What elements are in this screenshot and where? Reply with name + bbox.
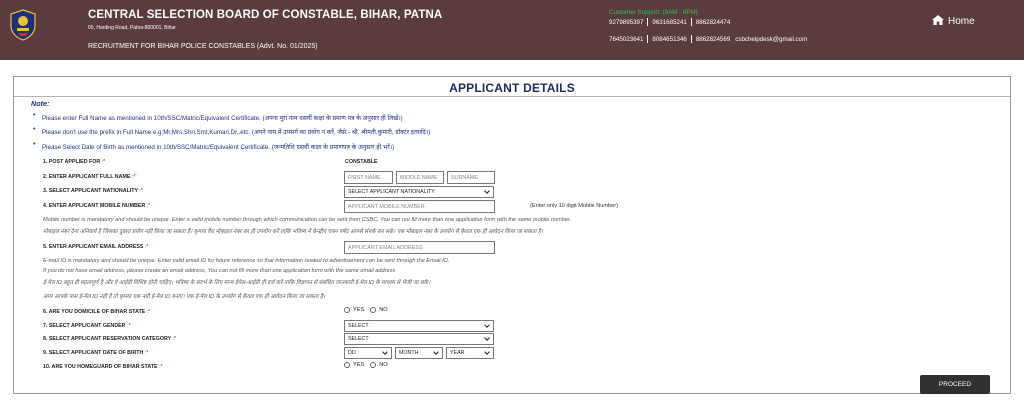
support-phone: 8862824569 xyxy=(695,35,731,43)
recruitment-title: RECRUITMENT FOR BIHAR POLICE CONSTABLES (Advt. No. 01/2025) xyxy=(88,43,318,50)
chevron-down-icon xyxy=(433,349,439,355)
email-info-text-hindi: ई-मेल ID बहुत ही महत्वपूर्ण है और ये आईडी विशिष्ट होनी चाहिए। भविष्य के संदर्भ के लिए मान्य ईमेल-आईडी ही दर्ज करें ताकि विज्ञापन से संबंधित जानकारी ई-मेल ID के माध्यम से भेजी जा सके। xyxy=(43,280,431,286)
support-phone: 9279895397 xyxy=(609,18,644,26)
email-input[interactable] xyxy=(344,241,495,254)
dob-day-select[interactable] xyxy=(344,347,392,359)
email-info-text: If you do not have email address, please create an email address, You can not fill more than one application form with the same email address xyxy=(43,268,396,274)
customer-support-label: Customer Support: (8AM - 8PM) xyxy=(609,9,698,16)
email-info-text-hindi: अगर आपके पास ई-मेल ID नहीं है तो कृपया एक नयी ई-मेल ID बनाएं। एक ई-मेल ID के उपयोग से केवल एक ही आवेदन किया जा सकता है। xyxy=(43,294,326,300)
nationality-select[interactable] xyxy=(344,186,494,198)
nationality-label: 3. SELECT APPLICANT NATIONALITY :* xyxy=(43,188,143,194)
homeguard-no-radio[interactable] xyxy=(370,362,376,368)
reservation-category-label: 8. SELECT APPLICANT RESERVATION CATEGORY :* xyxy=(43,336,177,342)
domicile-no-radio[interactable] xyxy=(370,307,376,313)
dob-year-value: YEAR xyxy=(450,350,465,356)
site-header xyxy=(0,0,1024,60)
reservation-category-select[interactable] xyxy=(344,333,494,345)
support-phone: 7645023641 xyxy=(609,35,644,43)
support-phone: 8084651346 xyxy=(652,35,687,43)
support-phones-row-2 xyxy=(609,35,807,43)
chevron-down-icon xyxy=(484,335,490,341)
home-icon xyxy=(932,15,944,28)
organization-address: 05, Harding Road, Patna-800001, Bihar xyxy=(88,25,176,31)
email-label: 5. ENTER APPLICANT EMAIL ADDRESS :* xyxy=(43,244,149,250)
support-phones-row-1 xyxy=(609,18,730,26)
chevron-down-icon xyxy=(484,349,490,355)
home-link-label: Home xyxy=(948,16,975,27)
mobile-info-text: Mobile number is mandatory and should be unique. Enter a valid mobile number through which communication can be sent from CSBC. You can not fill more than one application form with the same mobile number. xyxy=(43,217,572,223)
homeguard-yes-label: YES xyxy=(353,362,365,368)
gender-select-value: SELECT xyxy=(348,323,369,329)
full-name-label: 2. ENTER APPLICANT FULL NAME :* xyxy=(43,174,136,180)
nationality-select-value: SELECT APPLICANT NATIONALITY xyxy=(348,189,435,195)
post-applied-label: 1. POST APPLIED FOR :* xyxy=(43,159,106,165)
dob-day-value: DD xyxy=(348,350,356,356)
homeguard-yes-radio[interactable] xyxy=(344,362,350,368)
email-info-text: E-mail ID is mandatory and should be unique. Enter valid email ID for future reference so that information related to advertisement can be sent through the Email-ID. xyxy=(43,258,450,264)
domicile-no-label: NO xyxy=(379,307,388,313)
panel-title-bar xyxy=(14,77,1010,97)
chevron-down-icon xyxy=(382,349,388,355)
police-emblem-icon xyxy=(9,9,37,41)
organization-title: CENTRAL SELECTION BOARD OF CONSTABLE, BIHAR, PATNA xyxy=(88,9,443,21)
homeguard-no-label: NO xyxy=(379,362,388,368)
chevron-down-icon xyxy=(484,322,490,328)
post-applied-value: CONSTABLE xyxy=(345,159,378,165)
homeguard-radio-group xyxy=(344,362,391,368)
mobile-number-label: 4. ENTER APPLICANT MOBILE NUMBER :* xyxy=(43,203,151,209)
note-item: • Please don't use the prefix in Full Name e.g:Mr,Mrs,Shri,Smt,Kumari,Dr.,etc. (अपने नाम में उपसर्ग का प्रयोग न करें, जैसे:- श्री, श्रीमती,कुमारी, डॉक्टर इत्यादि।) xyxy=(42,127,430,136)
homeguard-label: 10. ARE YOU HOMEGUARD OF BIHAR STATE :* xyxy=(43,364,163,370)
applicant-details-panel xyxy=(13,76,1011,394)
gender-label: 7. SELECT APPLICANT GENDER :* xyxy=(43,323,131,329)
proceed-button[interactable]: PROCEED xyxy=(920,375,990,394)
middle-name-input[interactable] xyxy=(396,171,444,184)
first-name-input[interactable] xyxy=(344,171,393,184)
date-of-birth-label: 9. SELECT APPLICANT DATE OF BIRTH :* xyxy=(43,350,149,356)
dob-year-select[interactable] xyxy=(446,347,494,359)
support-phone: 8862824474 xyxy=(695,18,731,26)
domicile-yes-radio[interactable] xyxy=(344,307,350,313)
support-phone: 9631685241 xyxy=(652,18,687,26)
gender-select[interactable] xyxy=(344,320,494,332)
chevron-down-icon xyxy=(484,188,490,194)
mobile-number-hint: (Enter only 10 digit Mobile Number) xyxy=(530,203,618,209)
reservation-category-select-value: SELECT xyxy=(348,336,369,342)
mobile-info-text-hindi: मोबाइल नंबर देना अनिवार्य है जिसका दुबारा प्रयोग नहीं किया जा सकता है। कृपया वैध मोबाइल नंबर का ही उपयोग करें ताकि भविष्य में केन्द्रीय चयन पर्षद आपसे संपर्क कर सके। एक मोबाइल नंबर के उपयोग से केवल एक ही आवेदन किया जा सकता है। xyxy=(43,229,544,235)
note-heading: Note: xyxy=(31,99,50,108)
home-link[interactable] xyxy=(932,15,975,28)
domicile-label: 6. ARE YOU DOMICILE OF BIHAR STATE :* xyxy=(43,309,151,315)
domicile-radio-group xyxy=(344,307,391,313)
note-item: • Please Select Date of Birth as mentioned in 10th/SSC/Matric/Equivalent Certificate. (जन्मतिथि दसवीं कक्षा के प्रमाणपत्र के अनुसार ही भरें।) xyxy=(42,142,394,151)
dob-month-value: MONTH xyxy=(399,350,419,356)
page-title: APPLICANT DETAILS xyxy=(449,81,575,95)
surname-input[interactable] xyxy=(447,171,495,184)
mobile-number-input[interactable] xyxy=(344,200,495,213)
domicile-yes-label: YES xyxy=(353,307,365,313)
dob-month-select[interactable] xyxy=(395,347,443,359)
support-email: csbchelpdesk@gmail.com xyxy=(735,35,808,43)
note-item: • Please enter Full Name as mentioned in 10th/SSC/Matric/Equivalent Certificate. (अपना पूरा नाम दसवीं कक्षा के प्रमाण पत्र के अनुसार ही लिखें।) xyxy=(42,113,403,122)
